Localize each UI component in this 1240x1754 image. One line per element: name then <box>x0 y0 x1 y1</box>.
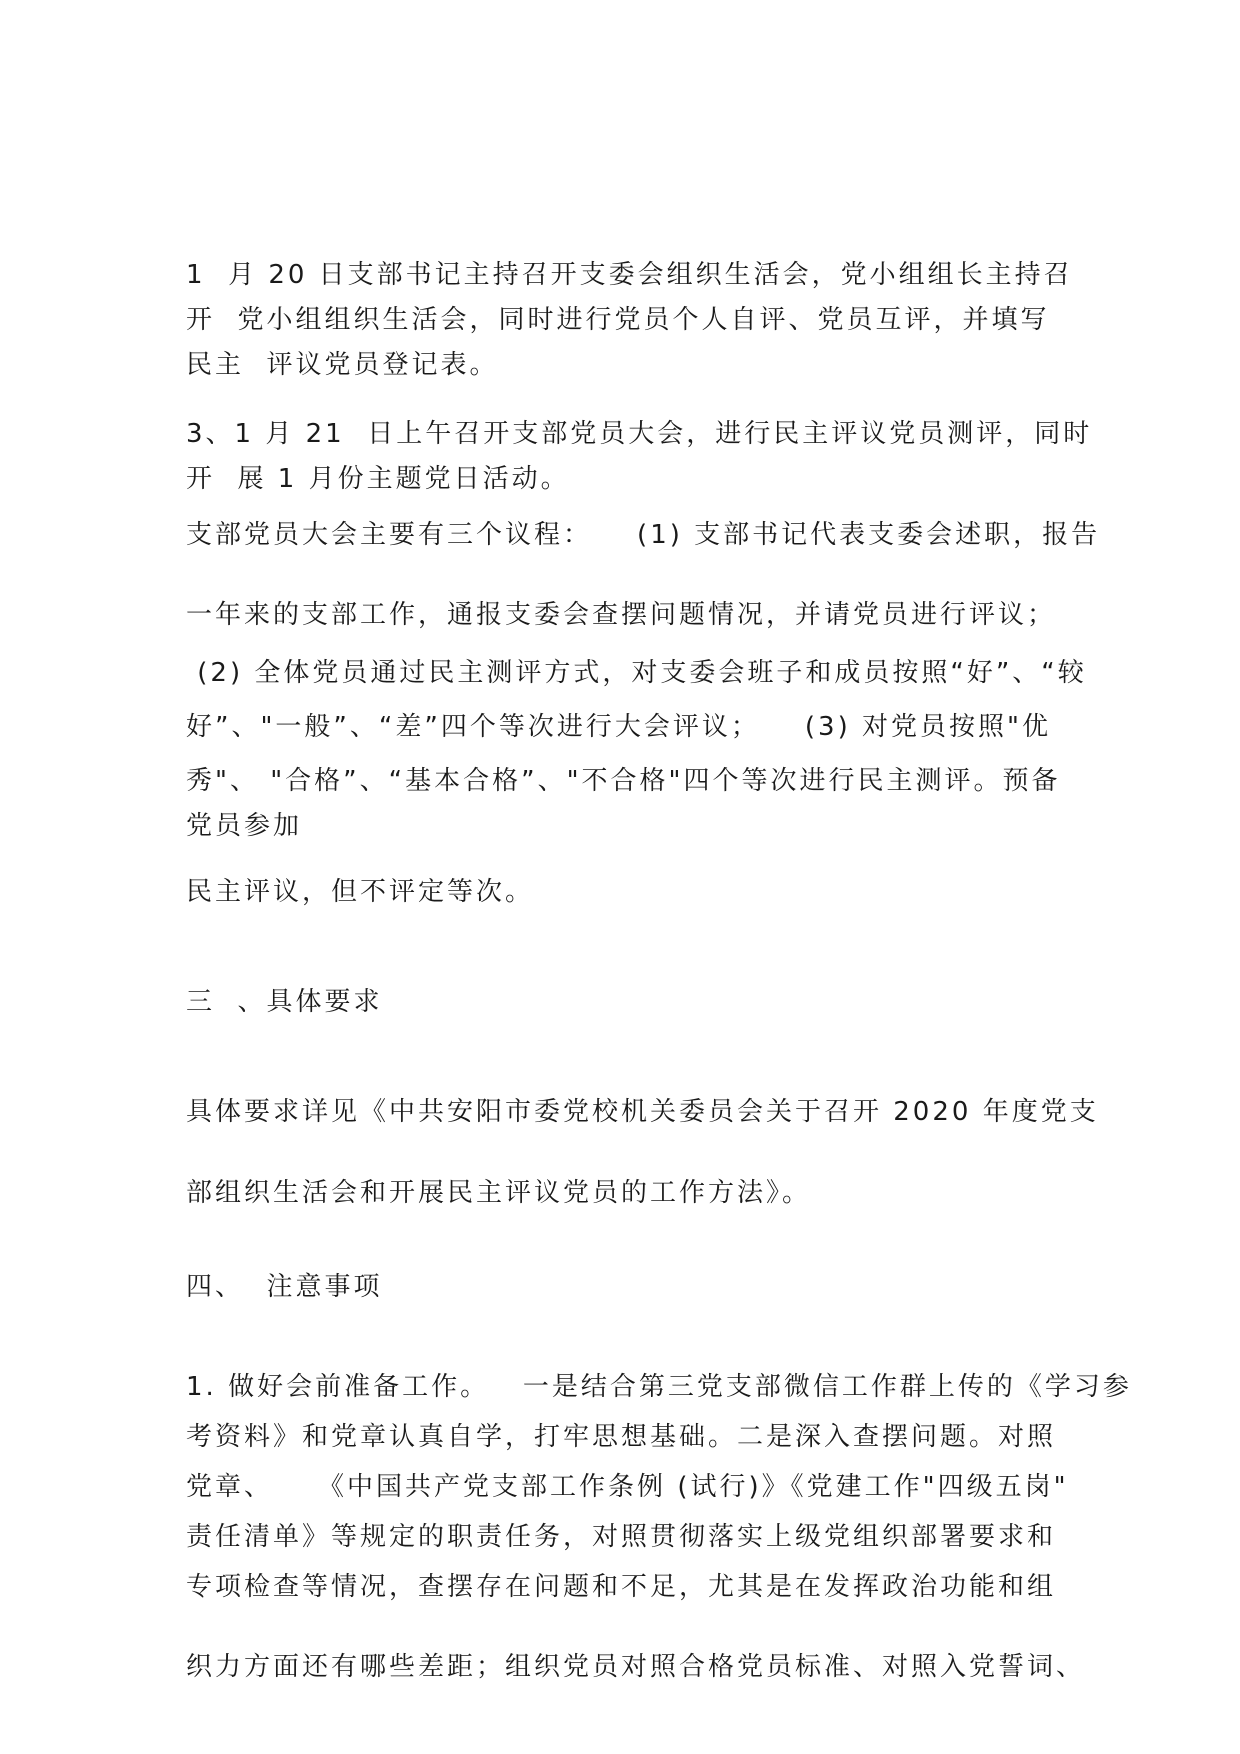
text-line: 责任清单》等规定的职责任务，对照贯彻落实上级党组织部署要求和 <box>186 1522 1057 1552</box>
text-line: 支部党员大会主要有三个议程： (1) 支部书记代表支委会述职，报告 <box>186 520 1101 550</box>
text-line: 专项检查等情况，查摆存在问题和不足，尤其是在发挥政治功能和组 <box>186 1572 1057 1602</box>
text-line: 具体要求详见《中共安阳市委党校机关委员会关于召开 2020 年度党支 <box>186 1097 1099 1127</box>
text-line: 党员参加 <box>186 811 303 841</box>
text-line: 党章、 《中国共产党支部工作条例 (试行)》《党建工作"四级五岗" <box>186 1472 1069 1502</box>
text-line: 织力方面还有哪些差距；组织党员对照合格党员标准、对照入党誓词、 <box>186 1652 1086 1682</box>
text-line: 好”、"一般”、“差”四个等次进行大会评议； (3) 对党员按照"优 <box>186 712 1051 742</box>
text-line: 开 党小组组织生活会，同时进行党员个人自评、党员互评，并填写 <box>186 305 1050 335</box>
text-line: 秀"、 "合格”、“基本合格”、"不合格"四个等次进行民主测评。预备 <box>186 766 1061 796</box>
text-line: 一年来的支部工作，通报支委会查摆问题情况，并请党员进行评议； <box>186 600 1057 630</box>
text-line: 1 月 20 日支部书记主持召开支委会组织生活会，党小组组长主持召 <box>186 260 1073 290</box>
text-line: 考资料》和党章认真自学，打牢思想基础。二是深入查摆问题。对照 <box>186 1422 1057 1452</box>
section-heading: 三 、具体要求 <box>186 987 383 1017</box>
text-line: 3、1 月 21 日上午召开支部党员大会，进行民主评议党员测评，同时 <box>186 419 1093 449</box>
text-line: 民主 评议党员登记表。 <box>186 350 499 380</box>
text-line: 部组织生活会和开展民主评议党员的工作方法》。 <box>186 1178 812 1208</box>
text-line: (2) 全体党员通过民主测评方式，对支委会班子和成员按照“好”、“较 <box>186 658 1087 688</box>
section-heading: 四、 注意事项 <box>186 1272 383 1302</box>
text-line: 民主评议，但不评定等次。 <box>186 877 535 907</box>
text-line: 1. 做好会前准备工作。 一是结合第三党支部微信工作群上传的《学习参 <box>186 1372 1132 1402</box>
text-line: 开 展 1 月份主题党日活动。 <box>186 464 570 494</box>
